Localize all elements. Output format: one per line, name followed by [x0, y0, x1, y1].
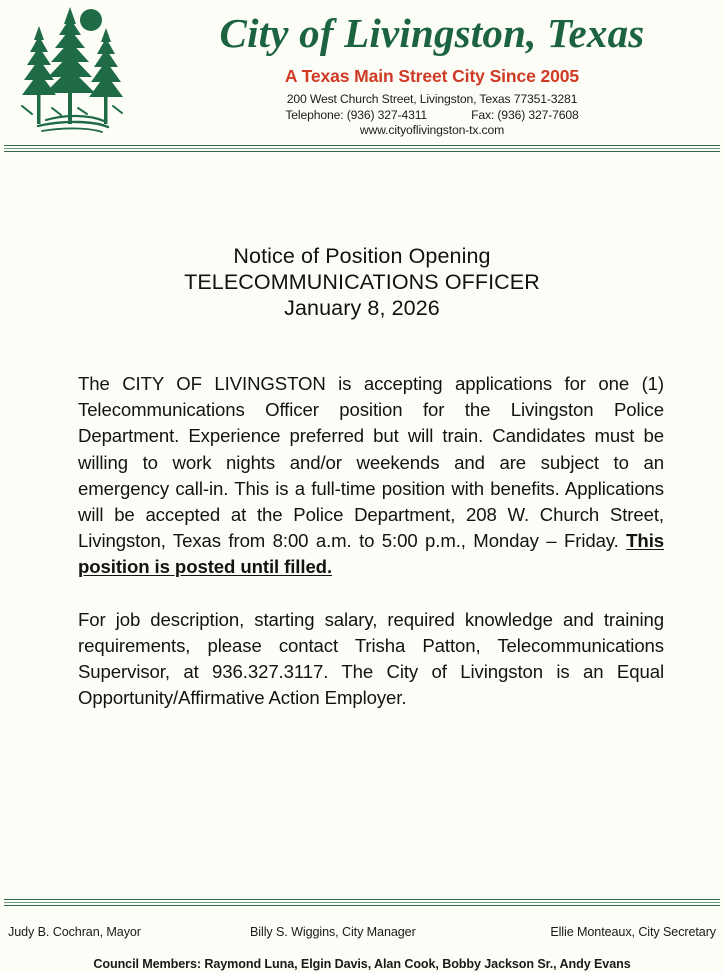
letterhead-text-block [140, 0, 724, 139]
footer-divider [0, 899, 724, 909]
fax-number: Fax: (936) 327-7608 [471, 107, 579, 122]
notice-date: January 8, 2026 [284, 296, 440, 320]
body-paragraph-2: For job description, starting salary, required knowledge and training requirements, please contact Trisha Patton, Telecommunications Supervisor, at 936.327.3117. The City of Livingston is an Equal Opportunity/Affirmative Action Employer. [78, 608, 664, 709]
notice-body [78, 371, 664, 711]
footer-mayor: Judy B. Cochran, Mayor [8, 925, 141, 939]
divider-line-3 [4, 151, 720, 152]
posted-until-filled-emphasis: This position is posted until filled. [78, 530, 664, 578]
position-title: TELECOMMUNICATIONS OFFICER [184, 270, 540, 294]
divider-line-2 [4, 148, 720, 149]
notice-title-block [0, 243, 724, 321]
divider-line-1 [4, 145, 720, 146]
footer-council-members: Council Members: Raymond Luna, Elgin Davis, Alan Cook, Bobby Jackson Sr., Andy Evans [93, 957, 631, 971]
footer-city-secretary: Ellie Monteaux, City Secretary [550, 925, 716, 939]
footer-divider-line-2 [4, 902, 720, 903]
body-paragraph-1 [78, 371, 664, 581]
footer-divider-line-1 [4, 899, 720, 900]
main-street-tagline: A Texas Main Street City Since 2005 [284, 66, 580, 87]
page-footer [0, 925, 724, 971]
city-officials-row [0, 925, 724, 947]
phone-fax-row [140, 108, 724, 124]
website-url[interactable]: www.cityoflivingston-tx.com [359, 123, 505, 138]
street-address: 200 West Church Street, Livingston, Texas 77351-3281 [286, 92, 578, 107]
telephone-number: Telephone: (936) 327-4311 [285, 107, 428, 122]
city-title: City of Livingston, Texas [219, 10, 645, 56]
header-divider [0, 145, 724, 155]
city-logo-pine-trees-icon [8, 2, 136, 142]
footer-city-manager: Billy S. Wiggins, City Manager [250, 925, 416, 939]
notice-heading: Notice of Position Opening [233, 244, 491, 268]
letterhead-header [0, 0, 724, 142]
footer-divider-line-3 [4, 905, 720, 906]
contact-info-block [140, 92, 724, 139]
paragraph-1-text: The CITY OF LIVINGSTON is accepting applications for one (1) Telecommunications Officer position for the Livingston Police Department. Experience preferred but will train. Candidates must be willing to work nights and/or weekends and are subject to an emergency call-in. This is a full-time position with benefits. Applications will be accepted at the Police Department, 208 W. Church Street, Livingston, Texas from 8:00 a.m. to 5:00 p.m., Monday – Friday. [78, 373, 664, 552]
